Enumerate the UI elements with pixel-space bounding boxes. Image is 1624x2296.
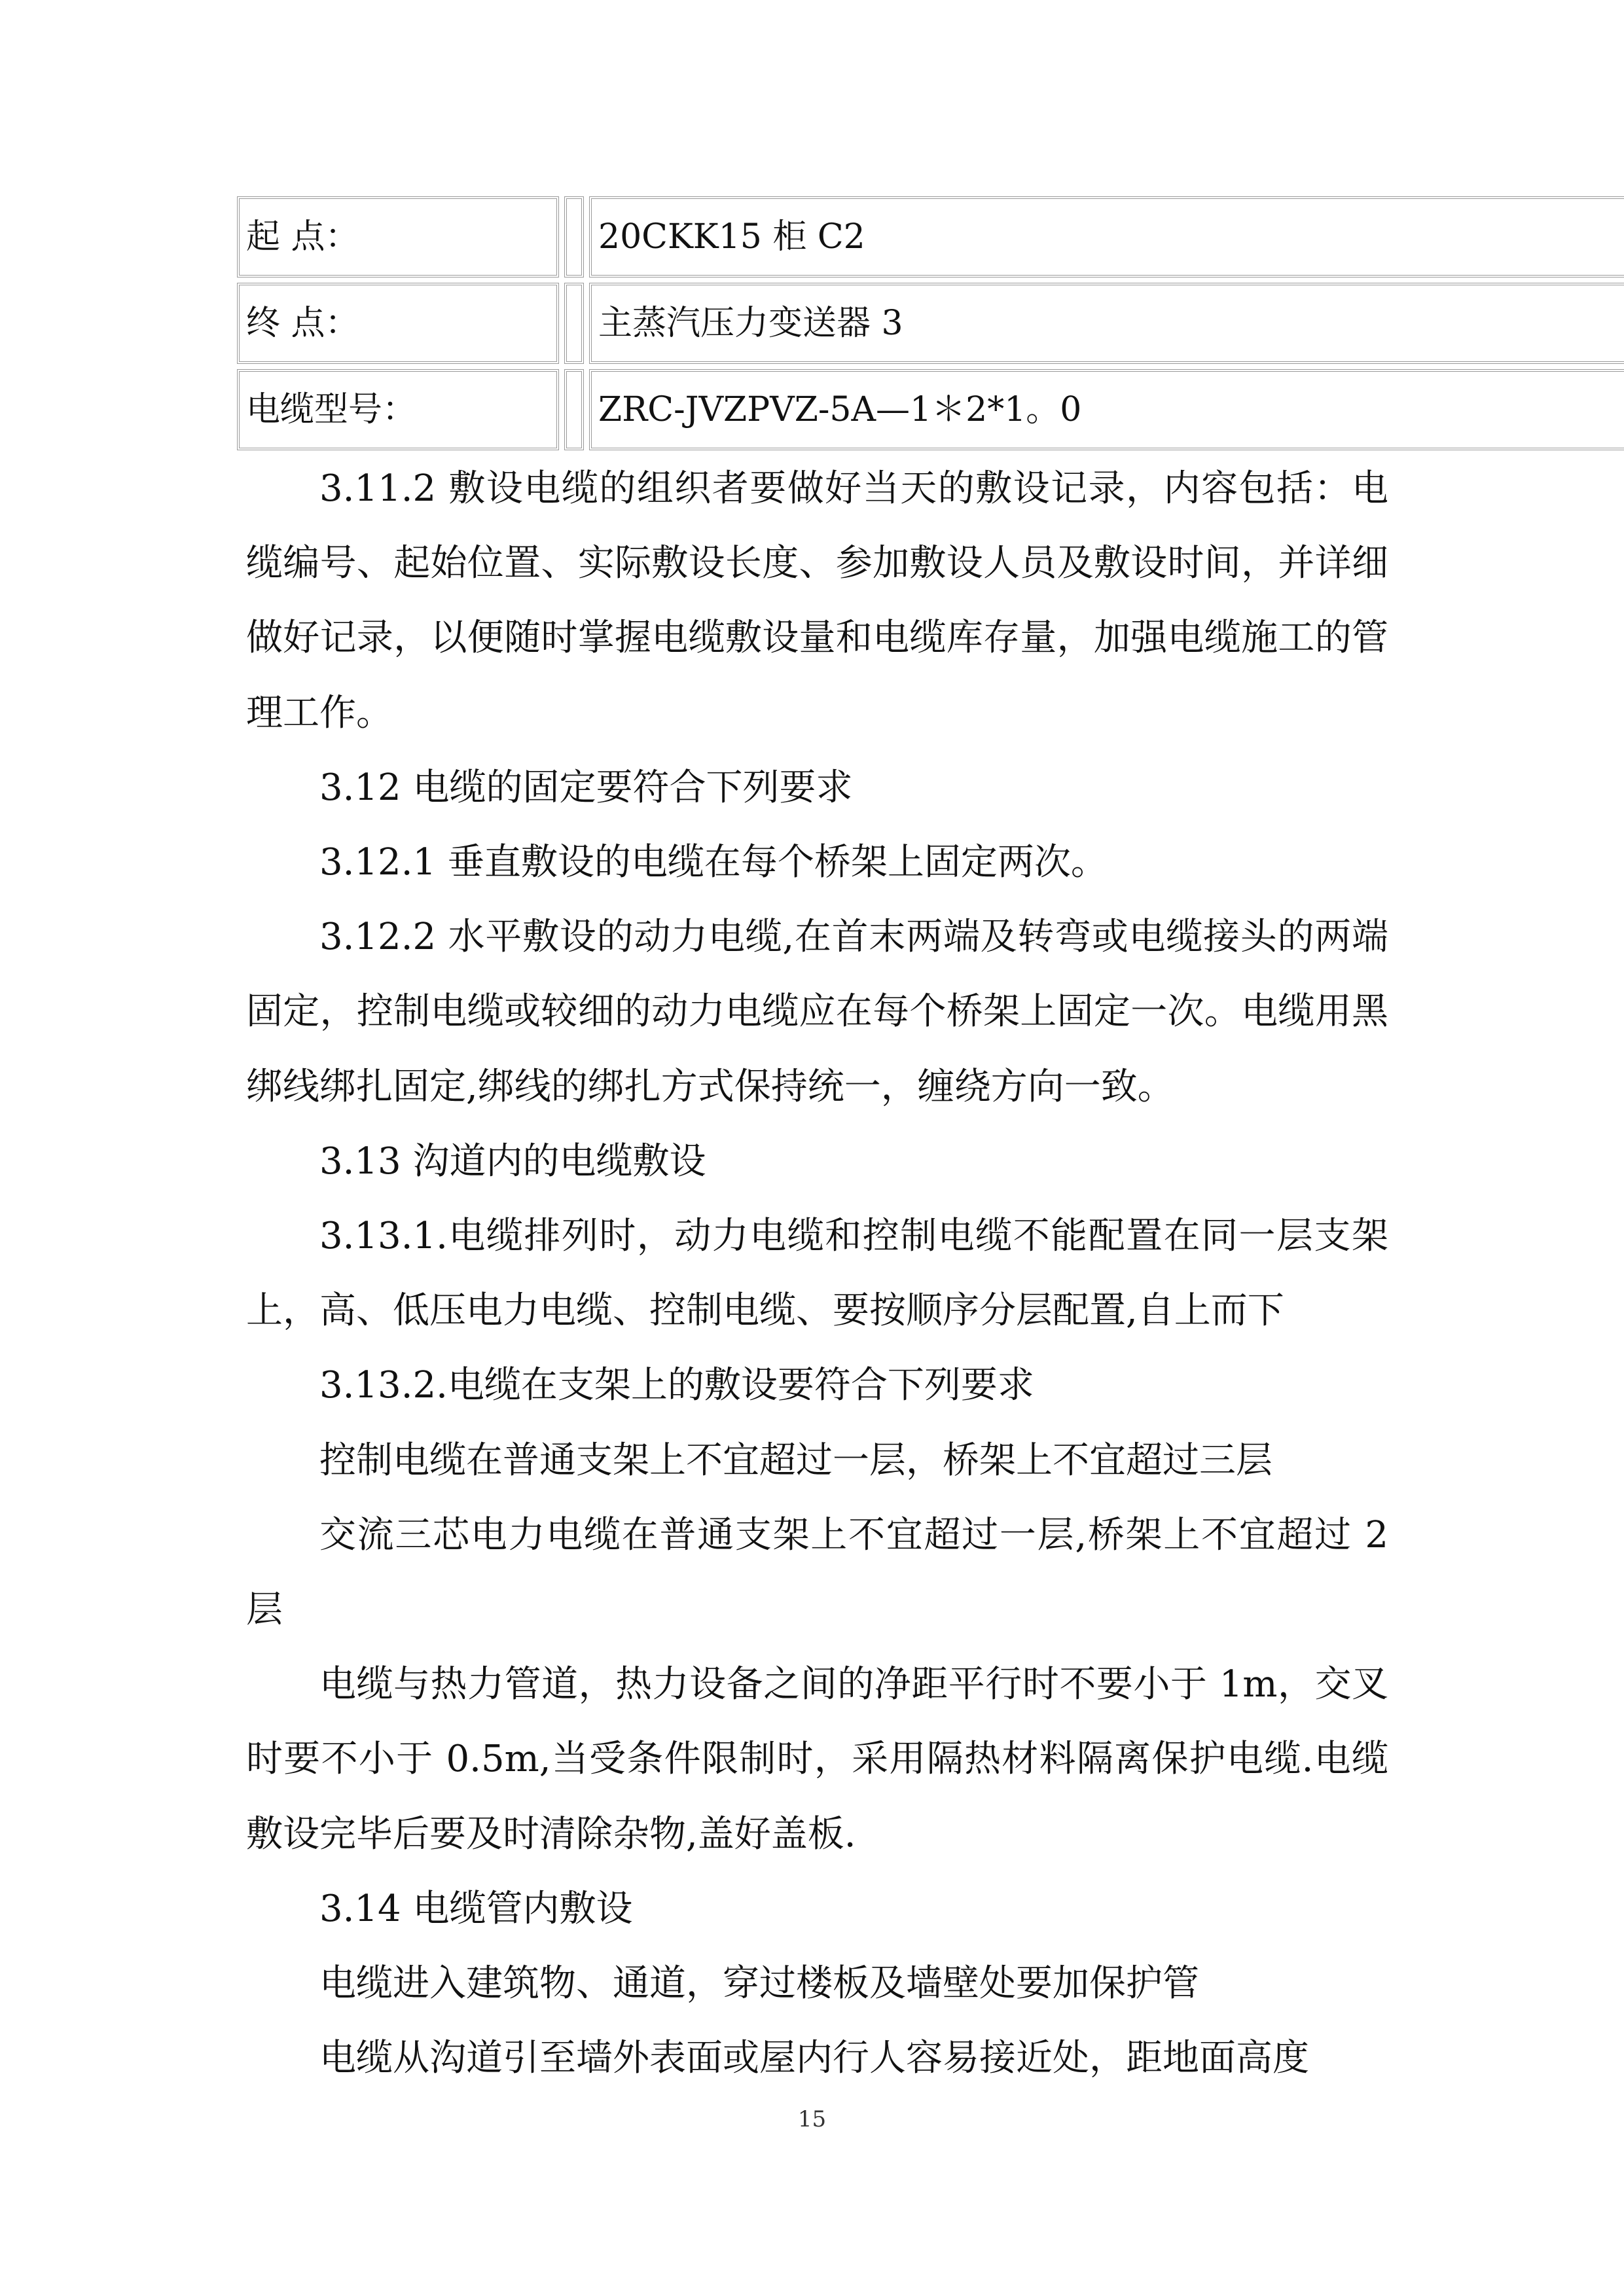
paragraph-protection-pipe: 电缆进入建筑物、通道，穿过楼板及墙壁处要加保护管 [319,1962,1199,2005]
table-cell-spacer [564,196,584,278]
paragraph-3-12-2: 3.12.2 水平敷设的动力电缆,在首末两端及转弯或电缆接头的两端固定，控制电缆或较细的动力电缆应在每个桥架上固定一次。电缆用黑绑线绑扎固定,绑线的绑扎方式保持统一，缠绕方向一致。 [246,916,1388,1108]
body-text [246,452,1388,2096]
paragraph-wall-height: 电缆从沟道引至墙外表面或屋内行人容易接近处，距地面高度 [319,2037,1309,2080]
heading-3-14: 3.14 电缆管内敷设 [319,1887,633,1930]
table-cell-label: 电缆型号： [237,369,559,450]
table-cell-value: 20CKK15 柜 C2 [589,196,1624,278]
table-row [237,369,1389,456]
table-cell-label: 终 点： [237,283,559,364]
table-row [237,196,1389,283]
table-cell-value: 主蒸汽压力变送器 3 [589,283,1624,364]
page-number: 15 [797,2106,827,2132]
cable-info-table [237,196,1389,456]
paragraph-3-12-1: 3.12.1 垂直敷设的电缆在每个桥架上固定两次。 [319,841,1108,884]
paragraph-thermal-clearance: 电缆与热力管道，热力设备之间的净距平行时不要小于 1m，交叉时要不小于 0.5m,当受条件限制时，采用隔热材料隔离保护电缆.电缆敷设完毕后要及时清除杂物,盖好盖板. [246,1663,1389,1856]
paragraph-ac-power-cable: 交流三芯电力电缆在普通支架上不宜超过一层,桥架上不宜超过 2 层 [246,1513,1388,1632]
table-cell-spacer [564,283,584,364]
table-row [237,283,1389,369]
heading-3-13: 3.13 沟道内的电缆敷设 [319,1139,706,1183]
paragraph-3-13-2: 3.13.2.电缆在支架上的敷设要符合下列要求 [319,1364,1034,1407]
paragraph-control-cable: 控制电缆在普通支架上不宜超过一层，桥架上不宜超过三层 [319,1439,1272,1482]
paragraph-3-11-2: 3.11.2 敷设电缆的组织者要做好当天的敷设记录，内容包括：电缆编号、起始位置、实际敷设长度、参加敷设人员及敷设时间，并详细做好记录，以便随时掌握电缆敷设量和电缆库存量，加强电缆施工的管理工作。 [246,467,1388,734]
table-cell-spacer [564,369,584,450]
paragraph-3-13-1: 3.13.1.电缆排列时，动力电缆和控制电缆不能配置在同一层支架上，高、低压电力电缆、控制电缆、要按顺序分层配置,自上而下 [246,1215,1388,1333]
table-cell-label: 起 点： [237,196,559,278]
heading-3-12: 3.12 电缆的固定要符合下列要求 [319,766,853,809]
table-cell-value: ZRC-JVZPVZ-5A—1＊2*1。0 [589,369,1624,450]
